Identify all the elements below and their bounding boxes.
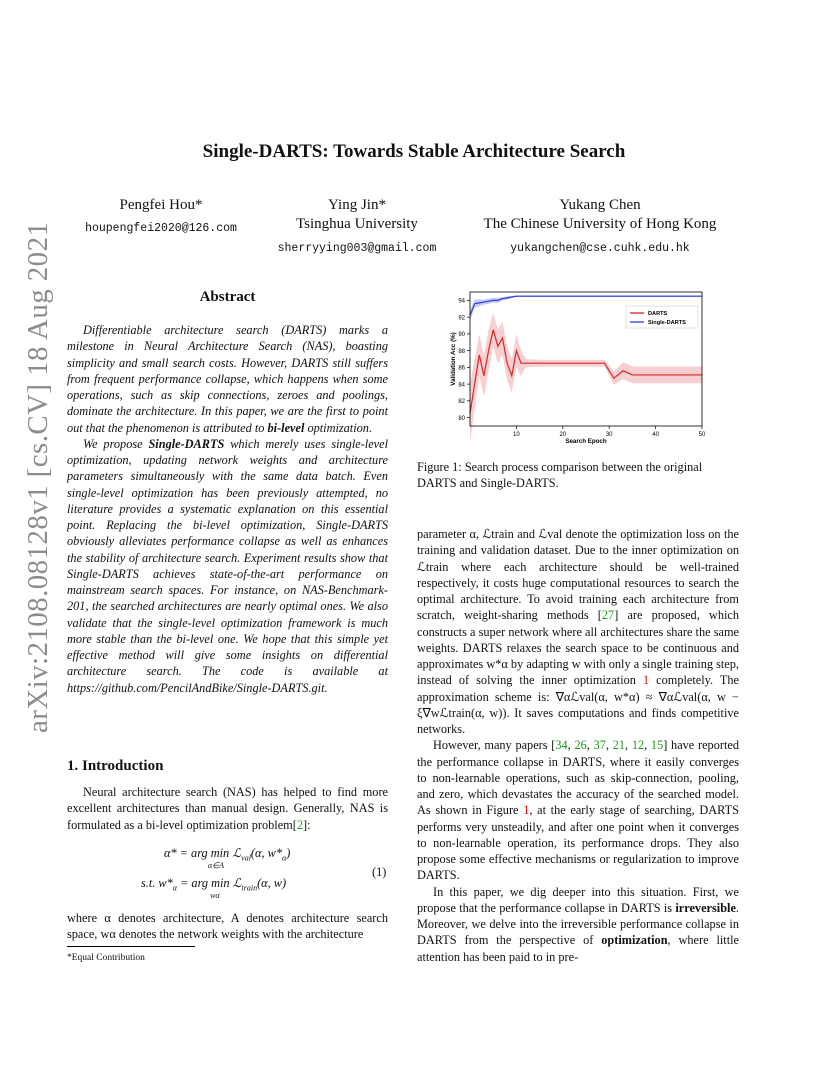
chart-svg bbox=[448, 288, 710, 448]
abstract-body bbox=[67, 322, 388, 696]
equation-number: (1) bbox=[372, 865, 387, 879]
body-paragraph: In this paper, we dig deeper into this situation. First, we propose that the performance collapse in DARTS is irreversible. Moreover, we delve into the irreversible performance collapse in DARTS from the perspective of optimization, where little attention has been paid to in pre- bbox=[417, 884, 739, 964]
author-block bbox=[455, 196, 745, 258]
citation[interactable]: 15 bbox=[650, 738, 664, 753]
figure-1-chart bbox=[448, 288, 710, 448]
y-tick-label: 82 bbox=[458, 399, 465, 406]
citation[interactable]: 21 bbox=[612, 738, 625, 753]
x-tick-label: 40 bbox=[652, 432, 659, 438]
citation[interactable]: 2 bbox=[296, 817, 303, 832]
y-tick-label: 80 bbox=[458, 415, 465, 422]
footnote: *Equal Contribution bbox=[67, 953, 145, 963]
x-axis-label: Search Epoch bbox=[565, 438, 607, 445]
legend-label: DARTS bbox=[648, 311, 668, 317]
author-name: Pengfei Hou* bbox=[119, 197, 203, 213]
y-tick-label: 94 bbox=[458, 298, 465, 305]
equation-subscript: α∈A bbox=[208, 861, 225, 870]
figure-ref[interactable]: 1 bbox=[523, 803, 530, 818]
y-tick-label: 92 bbox=[458, 315, 465, 322]
citation[interactable]: 34 bbox=[555, 738, 568, 753]
x-tick-label: 50 bbox=[698, 432, 706, 438]
author-affiliation: The Chinese University of Hong Kong bbox=[483, 216, 717, 232]
equation-line: s.t. $w*_\alpha$ = arg min ℒ$_{train}$(α, w) bbox=[141, 876, 287, 893]
author-block bbox=[262, 196, 452, 258]
body-paragraph: parameter α, ℒtrain and ℒval denote the optimization loss on the training and validation dataset. Due to the inner optimization on ℒtrain where each architecture should be well-trained respectively, it costs huge computational resources to search the optimal architecture. To avoid training each architecture from scratch, weight-sharing methods [27] are proposed, which constructs a super network where all architectures share the same weights. DARTS relaxes the search space to be continuous and approximates w*α by adapting w with only a single training step, instead of solving the inner optimization 1 completely. The approximation scheme is: ∇αℒval(α, w*α) ≈ ∇αℒval(α, w − ξ∇wℒtrain(α, w)). It saves computations and finds competitive networks. bbox=[417, 527, 740, 736]
legend-label: Single-DARTS bbox=[648, 320, 686, 326]
abstract-heading: Abstract bbox=[199, 289, 256, 305]
abstract-paragraph: We propose Single-DARTS which merely uses single-level optimization, updating network weights and architecture parameters simultaneously with the same data batch. Even single-level optimization has been previously attempted, no literature provides a systematic explanation on this essential point. Replacing the bi-level optimization, Single-DARTS obviously alleviates performance collapse as well as enhances the stability of architecture search. Experiment results show that Single-DARTS achieves state-of-the-art performance on mainstream search spaces. For instance, on NAS-Benchmark-201, the searched architectures are nearly optimal ones. We also validate that the single-level optimization framework is much more stable than the bi-level one. We hope that this simple yet effective method will give some insights on differential architecture search. The code is available at https://github.com/PencilAndBike/Single-DARTS.git. bbox=[67, 436, 388, 695]
footnote-rule bbox=[67, 946, 195, 947]
body-paragraph: However, many papers [34, 26, 37, 21, 12, 15] have reported the performance collapse in DARTS, where it easily converges to non-learnable operations, such as skip-connection, pooling, and zero, which devastates the accuracy of the searched model. As shown in Figure 1, at the early stage of searching, DARTS performs very unsteadily, and after one point when it converges to non-learnable operation, its performance drops. They also propose some effective mechanisms or regularization to improve DARTS. bbox=[417, 738, 739, 883]
y-tick-label: 86 bbox=[458, 365, 465, 372]
citation[interactable]: 26 bbox=[574, 738, 587, 753]
y-axis-label: Validation Acc (%) bbox=[450, 332, 457, 386]
equation-subscript: wα bbox=[210, 891, 220, 900]
equation-line: α* = arg min ℒ$_{val}$(α, $w*_\alpha$) bbox=[164, 846, 291, 863]
arxiv-stamp: arXiv:2108.08128v1 [cs.CV] 18 Aug 2021 bbox=[22, 221, 54, 733]
x-tick-label: 20 bbox=[559, 432, 567, 438]
author-block bbox=[66, 196, 256, 238]
confidence-band bbox=[470, 313, 702, 443]
paper-title: Single-DARTS: Towards Stable Architecture Search bbox=[202, 141, 626, 162]
x-tick-label: 30 bbox=[605, 432, 613, 438]
y-tick-label: 84 bbox=[458, 382, 465, 389]
author-email: sherryying003@gmail.com bbox=[277, 242, 437, 255]
author-name: Ying Jin* bbox=[328, 197, 386, 213]
intro-paragraph: where α denotes architecture, A denotes architecture search space, wα denotes the network weights with the architecture bbox=[67, 911, 388, 942]
citation[interactable]: 37 bbox=[593, 738, 606, 753]
right-column-body bbox=[417, 526, 739, 965]
author-email: yukangchen@cse.cuhk.edu.hk bbox=[510, 242, 690, 255]
citation[interactable]: 12 bbox=[631, 738, 645, 753]
y-tick-label: 90 bbox=[458, 332, 465, 339]
figure-caption: Figure 1: Search process comparison between the original DARTS and Single-DARTS. bbox=[417, 460, 703, 491]
section-heading: 1. Introduction bbox=[67, 758, 164, 774]
author-name: Yukang Chen bbox=[559, 197, 641, 213]
x-tick-label: 10 bbox=[513, 432, 520, 438]
equation-ref[interactable]: 1 bbox=[642, 673, 650, 688]
intro-paragraph: Neural architecture search (NAS) has helped to find more excellent architectures than manual design. Generally, NAS is formulated as a bi-level optimization problem[2]: bbox=[67, 785, 388, 832]
abstract-paragraph: Differentiable architecture search (DARTS) marks a milestone in Neural Architecture Search (NAS), boasting simplicity and small search costs. However, DARTS still suffers from frequent performance collapse, which happens when some operations, such as skip connections, zeroes and poolings, dominate the architecture. In this paper, we are the first to point out that the phenomenon is attributed to bi-level optimization. bbox=[67, 323, 388, 435]
citation[interactable]: 27 bbox=[601, 608, 615, 623]
author-email: houpengfei2020@126.com bbox=[85, 222, 237, 235]
author-affiliation: Tsinghua University bbox=[296, 216, 418, 232]
y-tick-label: 88 bbox=[458, 348, 465, 355]
